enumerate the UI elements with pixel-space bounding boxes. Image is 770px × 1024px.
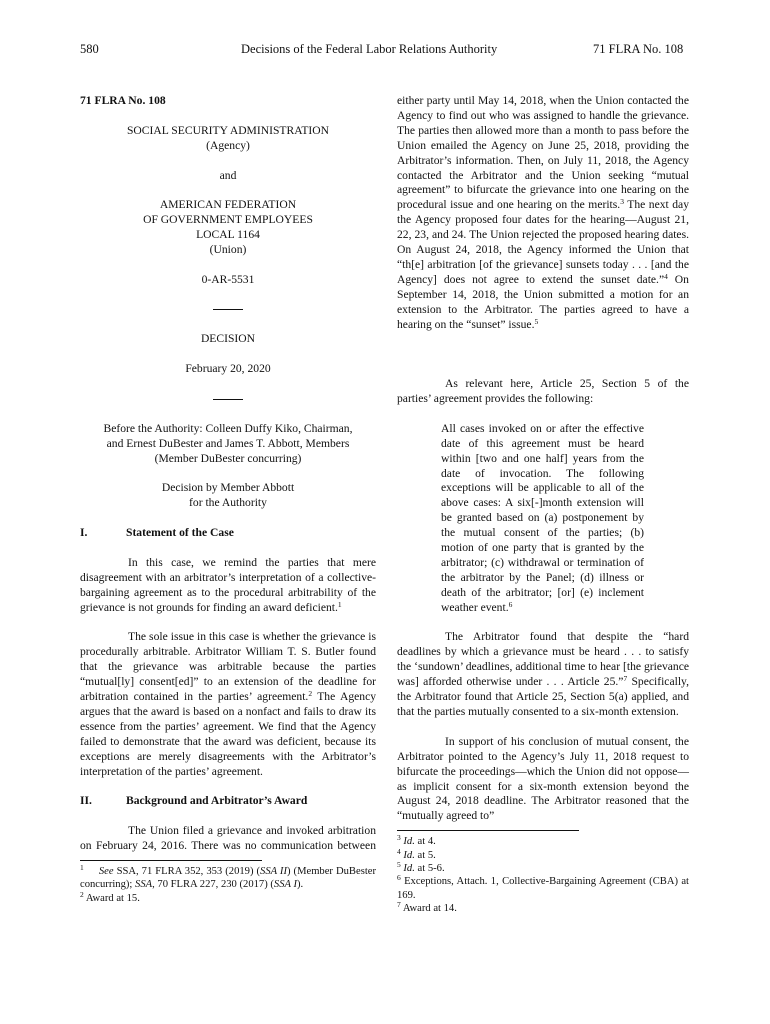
footnote-1: $^1$ See SSA, 71 FLRA 352, 353 (2019) (SSA II) (Member DuBester concurring); SSA, 70 FLRA 227, 230 (2017) (SSA I). xyxy=(80,862,376,891)
section-title: Background and Arbitrator’s Award xyxy=(126,794,308,808)
panel-line2: and Ernest DuBester and James T. Abbott, Members xyxy=(106,436,350,450)
panel-line3: (Member DuBester concurring) xyxy=(154,451,302,465)
footnote-divider xyxy=(397,830,579,831)
case-caption xyxy=(80,124,376,511)
author-line2: for the Authority xyxy=(189,496,267,510)
paragraph-background-continued: either party until May 14, 2018, when the Union contacted the Agency to find out who was assigned to handle the grievance. The parties then allowed more than a month to pass before the Union emailed the Agency on June 25, 2018, providing the Arbitrator’s information. Then, on July 11, 2018, the Agency contacted the Arbitrator and the Union seeking “mutual agreement” to bifurcate the grievance into one hearing on the procedural issue and one hearing on the merits.$^3$ The next day the Agency proposed four dates for the hearing—August 21, 22, 23, and 24. The Union rejected the proposed hearing dates. On August 24, 2018, the Agency informed the Union that “th[e] arbitration [of the grievance] sunsets today . . . [and the Agency] does not agree to extend the sunset date.”$^4$ On September 14, 2018, the Union submitted a motion for an extension to the Arbitrator. The parties agreed to have a hearing on the “sunset” issue.$^5$ xyxy=(397,94,689,331)
paragraph-arbitrator-finding: The Arbitrator found that despite the “hard deadlines by which a grievance must be heard . . . to satisfy the ‘sundown’ deadlines, additional time to hear [the grievance was] afforded otherwise under . . . Article 25.”$^7$ Specifically, the Arbitrator found that Article 25, Section 5(a) applied, and that the parties mutually consented to a six-month extension. xyxy=(397,630,689,718)
caption-divider-2 xyxy=(80,392,376,407)
case-number-heading: 71 FLRA No. 108 xyxy=(80,94,166,107)
footnote-4: $^4$ Id. at 5. xyxy=(397,846,436,861)
footnote-7: $^7$ Award at 14. xyxy=(397,900,457,915)
caption-divider xyxy=(80,303,376,318)
block-quote: All cases invoked on or after the effective date of this agreement must be heard within [two and one half] years from the date of invocation. The following exceptions will be applicable to all of the above cases: A six[-]month extension will be granted based on (a) postponement by the mutual consent of the parties; (b) motion of one party that is granted by the arbitrator; (c) withdrawal or termination of the arbitrator by the Panel; (d) illness or death of the arbitrator; [or] (e) inclement weather event.$^6$ xyxy=(441,421,644,614)
agency-role: (Agency) xyxy=(206,138,250,152)
panel-line1: Before the Authority: Colleen Duffy Kiko, Chairman, xyxy=(103,421,353,435)
author-line1: Decision by Member Abbott xyxy=(161,481,295,495)
footnote-ref: 1 xyxy=(337,599,342,609)
background-paragraph-start xyxy=(80,824,376,854)
footnote-5: $^5$ Id. at 5-6. xyxy=(397,860,445,875)
left-column xyxy=(80,94,376,905)
page-number: 580 xyxy=(80,42,99,56)
union-name-line1: AMERICAN FEDERATION xyxy=(159,198,297,212)
paragraph-intro: In this case, we remind the parties that mere disagreement with an arbitrator’s interpretation of a collective-bargaining agreement as to the procedural arbitrability of the grievance is not grounds for finding an award deficient.$^1$ xyxy=(80,555,376,614)
decision-label: DECISION xyxy=(200,332,256,346)
docket-number: 0-AR-5531 xyxy=(201,272,255,286)
running-header-title: Decisions of the Federal Labor Relations Authority xyxy=(241,42,498,56)
section-heading-statement xyxy=(80,526,376,541)
footnote-3: $^3$ Id. at 4. xyxy=(397,833,436,848)
union-name-line2: OF GOVERNMENT EMPLOYEES xyxy=(143,213,313,227)
paragraph-mutual-consent: In support of his conclusion of mutual consent, the Arbitrator pointed to the Agency’s July 11, 2018 request to bifurcate the proceedings—which the Union did not oppose—as implicit consent for a six-month extension beyond the August 24, 2018 deadline. The Arbitrator reasoned that the “mutually agreed to” xyxy=(397,734,689,823)
decision-date: February 20, 2020 xyxy=(185,362,271,376)
section-heading-background xyxy=(80,794,376,809)
footnote-divider xyxy=(80,860,262,861)
caption-and: and xyxy=(219,168,237,182)
paragraph-issue: The sole issue in this case is whether the grievance is procedurally arbitrable. Arbitrator William T. S. Butler found that the grievance was arbitrable because the parties “mutual[ly] consent[ed]” to an extension of the deadline for arbitration contained in the parties’ agreement.$^2$ The Agency argues that the award is based on a nonfact and fails to draw its essence from the parties’ agreement. We find that the Agency failed to demonstrate that the award was deficient, because its exceptions are merely disagreements with the Arbitrator’s interpretation of the parties’ agreement. xyxy=(80,630,377,778)
paragraph-background: The Union filed a grievance and invoked arbitration on February 24, 2016. There was no communication between xyxy=(80,824,376,853)
footnote-2: $^2$ Award at 15. xyxy=(80,889,140,904)
agency-name: SOCIAL SECURITY ADMINISTRATION xyxy=(126,123,330,137)
right-column xyxy=(397,94,689,916)
footnote-ref: 2 xyxy=(308,689,313,699)
footnote-6: $^6$ Exceptions, Attach. 1, Collective-Bargaining Agreement (CBA) at 169. xyxy=(397,873,689,901)
section-title: Statement of the Case xyxy=(126,526,234,540)
union-name-line3: LOCAL 1164 xyxy=(196,228,260,242)
paragraph-article-intro: As relevant here, Article 25, Section 5 of the parties’ agreement provides the following: xyxy=(397,377,689,405)
background-paragraph-continued xyxy=(397,94,689,362)
section-number: II. xyxy=(80,794,92,808)
union-role: (Union) xyxy=(209,243,247,257)
section-number: I. xyxy=(80,526,88,540)
running-header-citation: 71 FLRA No. 108 xyxy=(593,42,684,56)
